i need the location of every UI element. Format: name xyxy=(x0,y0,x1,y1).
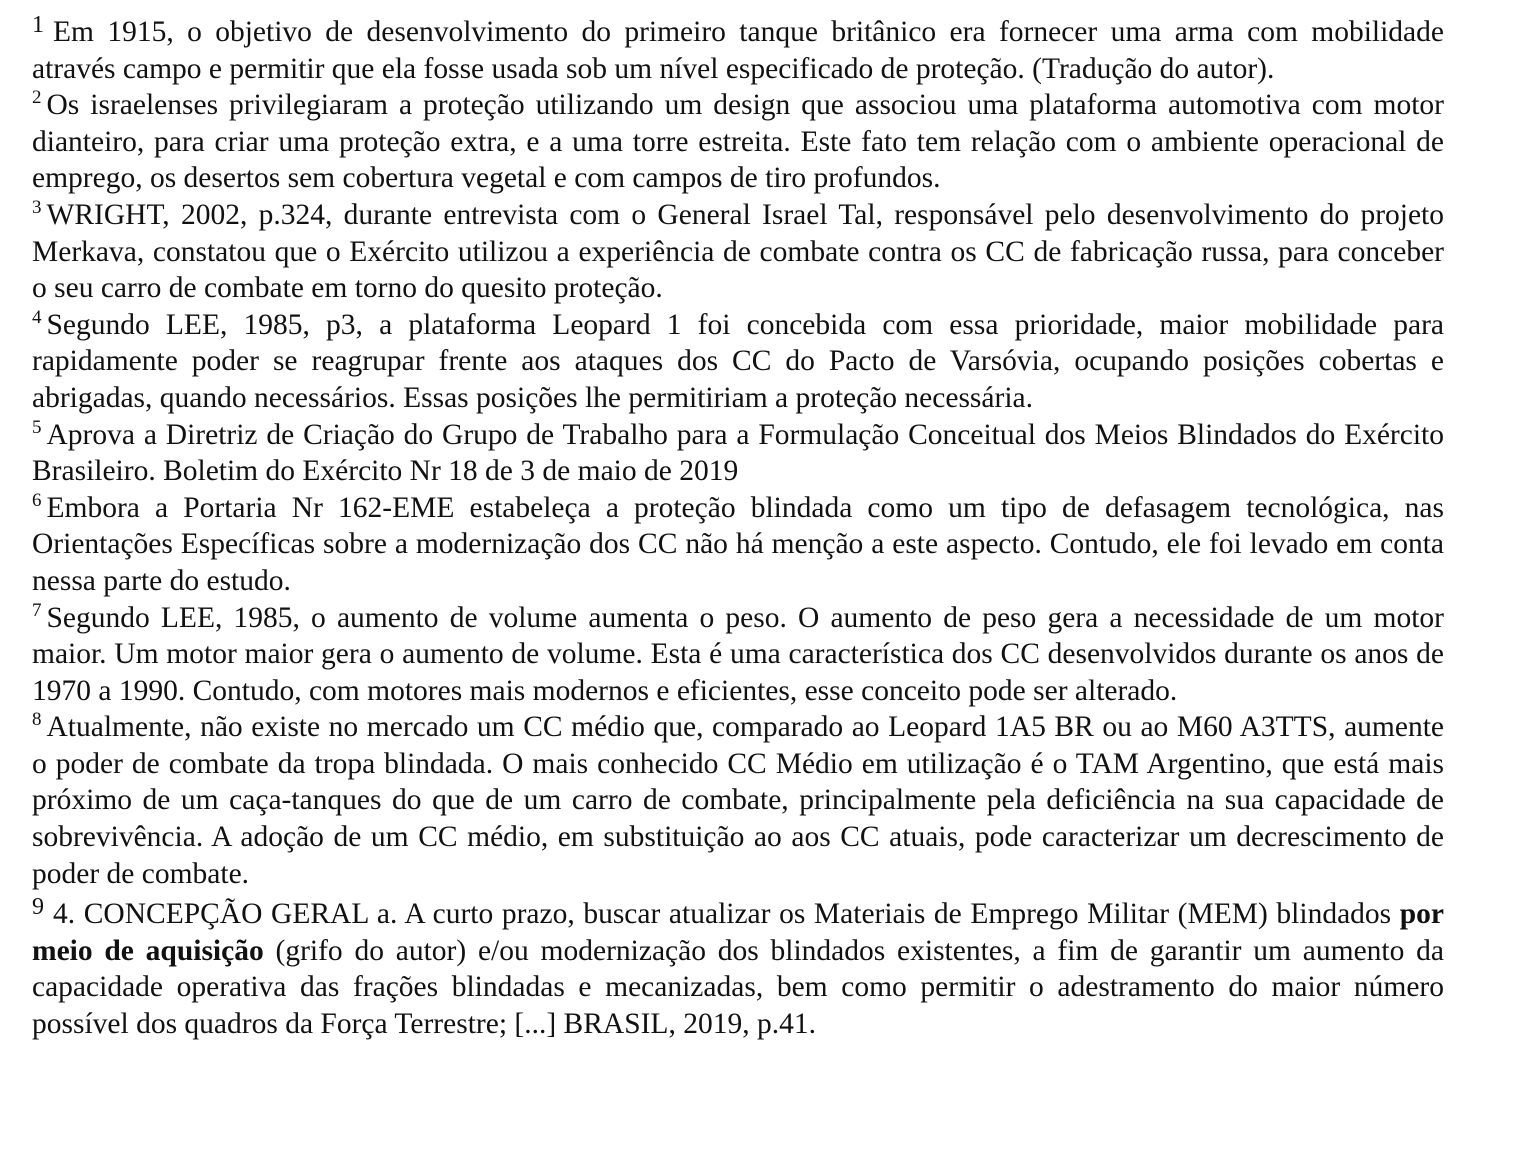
footnote-number: 3 xyxy=(32,196,42,218)
footnote-text: Aprova a Diretriz de Criação do Grupo de Trabalho para a Formulação Conceitual dos Meios Blindados do Exército Brasileiro. Boletim do Exército Nr 18 de 3 de maio de 2019 xyxy=(32,418,1444,488)
footnote-number: 7 xyxy=(32,599,42,621)
footnote-8 xyxy=(32,709,1444,892)
footnote-6 xyxy=(32,490,1444,600)
footnote-emphasis: por meio de aquisição xyxy=(32,898,1444,967)
footnote-number: 6 xyxy=(32,489,42,511)
footnote-text: Embora a Portaria Nr 162-EME estabeleça a proteção blindada como um tipo de defasagem tecnológica, nas Orientações Específicas sobre a modernização dos CC não há menção a este aspecto. Contudo, ele foi levado em conta nessa parte do estudo. xyxy=(32,491,1444,597)
footnote-text: Em 1915, o objetivo de desenvolvimento do primeiro tanque britânico era fornecer uma arma com mobilidade através campo e permitir que ela fosse usada sob um nível especificado de proteção. (Tradução do autor). xyxy=(32,16,1444,85)
footnote-number: 9 xyxy=(32,894,44,921)
footnote-7 xyxy=(32,600,1444,710)
footnote-text: Atualmente, não existe no mercado um CC médio que, comparado ao Leopard 1A5 BR ou ao M60 A3TTS, aumente o poder de combate da tropa blindada. O mais conhecido CC Médio em utilização é o TAM Argentino, que está mais próximo de um caça-tanques do que de um carro de combate, principalmente pela deficiência na sua capacidade de sobrevivência. A adoção de um CC médio, em substituição ao aos CC atuais, pode caracterizar um decrescimento de poder de combate. xyxy=(32,711,1444,890)
footnote-4 xyxy=(32,307,1444,417)
footnote-number: 2 xyxy=(32,87,42,109)
footnote-text: WRIGHT, 2002, p.324, durante entrevista com o General Israel Tal, responsável pelo desenvolvimento do projeto Merkava, constatou que o Exército utilizou a experiência de combate contra os CC de fabricação russa, para conceber o seu carro de combate em torno do quesito proteção. xyxy=(32,198,1444,305)
footnote-number: 8 xyxy=(32,709,42,731)
footnote-9 xyxy=(32,896,1444,1042)
footnotes-section xyxy=(32,14,1444,1043)
footnote-text-after: (grifo do autor) e/ou modernização dos blindados existentes, a fim de garantir um aumento da capacidade operativa das frações blindadas e mecanizadas, bem como permitir o adestramento do maior número possível dos quadros da Força Terrestre; [...] BRASIL, 2019, p.41. xyxy=(32,934,1444,1041)
footnote-text-before: 4. CONCEPÇÃO GERAL a. A curto prazo, buscar atualizar os Materiais de Emprego Militar (MEM) blindados xyxy=(53,898,1400,931)
footnote-5 xyxy=(32,417,1444,490)
footnote-text: Segundo LEE, 1985, p3, a plataforma Leopard 1 foi concebida com essa prioridade, maior mobilidade para rapidamente poder se reagrupar frente aos ataques dos CC do Pacto de Varsóvia, ocupando posições cobertas e abrigadas, quando necessários. Essas posições lhe permitiriam a proteção necessária. xyxy=(32,308,1444,414)
footnote-number: 5 xyxy=(32,416,42,438)
footnote-text: Os israelenses privilegiaram a proteção utilizando um design que associou uma plataforma automotiva com motor dianteiro, para criar uma proteção extra, e a uma torre estreita. Este fato tem relação com o ambiente operacional de emprego, os desertos sem cobertura vegetal e com campos de tiro profundos. xyxy=(32,89,1444,195)
footnote-3 xyxy=(32,197,1444,307)
footnote-2 xyxy=(32,87,1444,197)
footnote-number: 1 xyxy=(32,12,44,38)
footnote-1 xyxy=(32,14,1444,87)
footnote-number: 4 xyxy=(32,306,42,328)
footnote-text: Segundo LEE, 1985, o aumento de volume aumenta o peso. O aumento de peso gera a necessidade de um motor maior. Um motor maior gera o aumento de volume. Esta é uma característica dos CC desenvolvidos durante os anos de 1970 a 1990. Contudo, com motores mais modernos e eficientes, esse conceito pode ser alterado. xyxy=(32,601,1444,707)
